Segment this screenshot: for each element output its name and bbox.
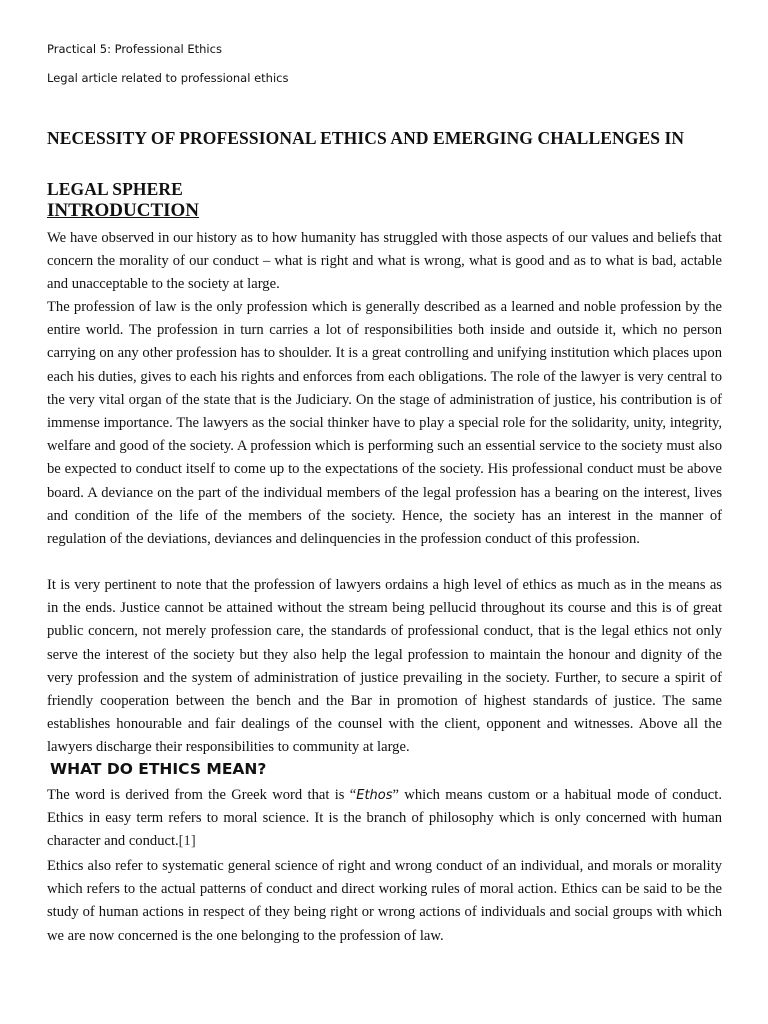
paragraph-intro-1: We have observed in our history as to how humanity has struggled with those aspects of our values and beliefs that concern the morality of our conduct – what is right and what is wrong, what is good and as to what is bad, actable and unacceptable to the society at large.: [47, 230, 722, 293]
article-title-line2: LEGAL SPHERE: [47, 179, 183, 199]
practical-header: Practical 5: Professional Ethics: [47, 42, 222, 56]
article-title-line1: NECESSITY OF PROFESSIONAL ETHICS AND EMERGING CHALLENGES IN: [47, 128, 685, 148]
article-subheader: Legal article related to professional ethics: [47, 71, 289, 85]
footnote-link[interactable]: [1]: [178, 833, 196, 850]
ethos-term: Ethos: [356, 788, 393, 803]
section-heading-introduction: INTRODUCTION: [47, 200, 200, 221]
section-heading-what-ethics: WHAT DO ETHICS MEAN?: [50, 760, 267, 778]
paragraph-intro-3: It is very pertinent to note that the profession of lawyers ordains a high level of ethics as much as in the means as in the ends. Justice cannot be attained without the stream being pellucid throughout its course and this is of great public concern, not merely profession care, the standards of professional conduct, that is the legal ethics not only serve the interest of the society but they also help the legal profession to maintain the honour and dignity of the very profession and the system of administration of justice prevailing in the society. Further, to secure a spirit of friendly cooperation between the bench and the Bar in promotion of highest standards of justice. The same establishes honourable and fair dealings of the counsel with the client, opponent and witnesses. Above all the lawyers discharge their responsibilities to community at large.: [47, 577, 722, 756]
paragraph-ethics-1: [47, 784, 722, 854]
ethics-text-after: ” which means custom or a habitual mode of conduct. Ethics in easy term refers to moral science. It is the branch of philosophy which is only concerned with human character and conduct.: [47, 787, 722, 850]
ethics-text-before: The word is derived from the Greek word that is “: [47, 787, 357, 803]
paragraph-intro-2: The profession of law is the only profession which is generally described as a learned and noble profession by the entire world. The profession in turn carries a lot of responsibilities both inside and outside it, which no person carrying on any other profession has to shoulder. It is a great controlling and unifying institution which places upon each his duties, gives to each his rights and enforces from each obligations. The role of the lawyer is very central to the very vital organ of the state that is the Judiciary. On the stage of administration of justice, his contribution is of immense importance. The lawyers as the social thinker have to play a special role for the solidarity, unity, integrity, welfare and good of the society. A profession which is performing such an essential service to the society must also be expected to conduct itself to come up to the expectations of the society. His professional conduct must be above board. A deviance on the part of the individual members of the legal profession has a bearing on the interest, lives and condition of the life of the members of the society. Hence, the society has an interest in the manner of regulation of the deviations, deviances and delinquencies in the profession conduct of this profession.: [47, 299, 722, 548]
paragraph-ethics-2: Ethics also refer to systematic general science of right and wrong conduct of an individual, and morals or morality which refers to the actual patterns of conduct and direct working rules of moral action. Ethics can be said to be the study of human actions in respect of they being right or wrong actions of individuals and social groups with which we are now concerned is the one belonging to the profession of law.: [47, 858, 722, 944]
